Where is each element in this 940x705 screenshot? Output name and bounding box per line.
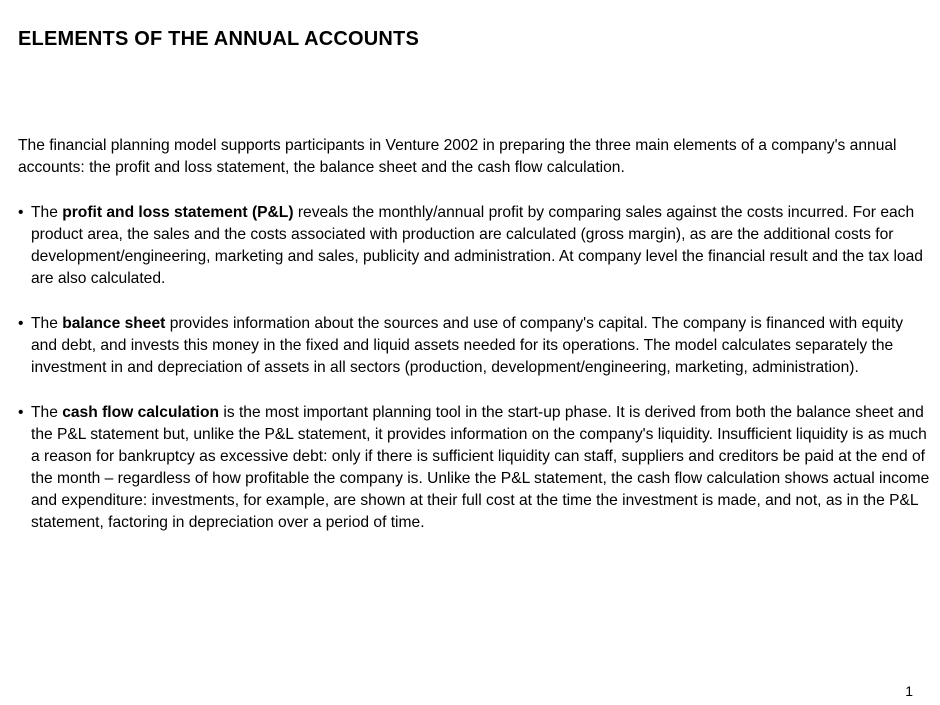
bullet-prefix: The bbox=[31, 204, 63, 221]
intro-paragraph: The financial planning model supports participants in Venture 2002 in preparing the three main elements of a company's annual accounts: the profit and loss statement, the balance sheet and the cash flow calculation. bbox=[18, 137, 897, 176]
bullet-term: cash flow calculation bbox=[62, 404, 220, 421]
page-title: ELEMENTS OF THE ANNUAL ACCOUNTS bbox=[18, 28, 420, 50]
bullet-list bbox=[18, 202, 930, 557]
bullet-text: reveals the monthly/annual profit by comparing sales against the costs incurred. For each product area, the sales and the costs associated with production are calculated (gross margin), as are the additional costs for development/engineering, marketing and sales, publicity and administration. At company level the financial result and the tax load are also calculated. bbox=[31, 204, 923, 287]
page-number: 1 bbox=[905, 683, 913, 699]
bullet-prefix: The bbox=[31, 404, 63, 421]
bullet-term: balance sheet bbox=[62, 315, 166, 332]
bullet-dot: • bbox=[18, 404, 24, 421]
bullet-text: provides information about the sources and use of company's capital. The company is financed with equity and debt, and invests this money in the fixed and liquid assets needed for its operations. The model calculates separately the investment in and depreciation of assets in all sectors (production, development/engineering, marketing, administration). bbox=[31, 315, 904, 376]
bullet-prefix: The bbox=[31, 315, 63, 332]
bullet-text: is the most important planning tool in the start-up phase. It is derived from both the balance sheet and the P&L statement but, unlike the P&L statement, it provides information on the company's liquidity. Insufficient liquidity is as much a reason for bankruptcy as excessive debt: only if there is sufficient liquidity can staff, suppliers and creditors be paid at the end of the month – regardless of how profitable the company is. Unlike the P&L statement, the cash flow calculation shows actual income and expenditure: investments, for example, are shown at their full cost at the time the investment is made, and not, as in the P&L statement, factoring in depreciation over a period of time. bbox=[31, 404, 930, 531]
bullet-item-cash-flow bbox=[18, 402, 930, 534]
bullet-term: profit and loss statement (P&L) bbox=[62, 204, 294, 221]
bullet-dot: • bbox=[18, 315, 24, 332]
bullet-item-pl bbox=[18, 202, 930, 290]
bullet-item-balance-sheet bbox=[18, 313, 930, 379]
bullet-dot: • bbox=[18, 204, 24, 221]
